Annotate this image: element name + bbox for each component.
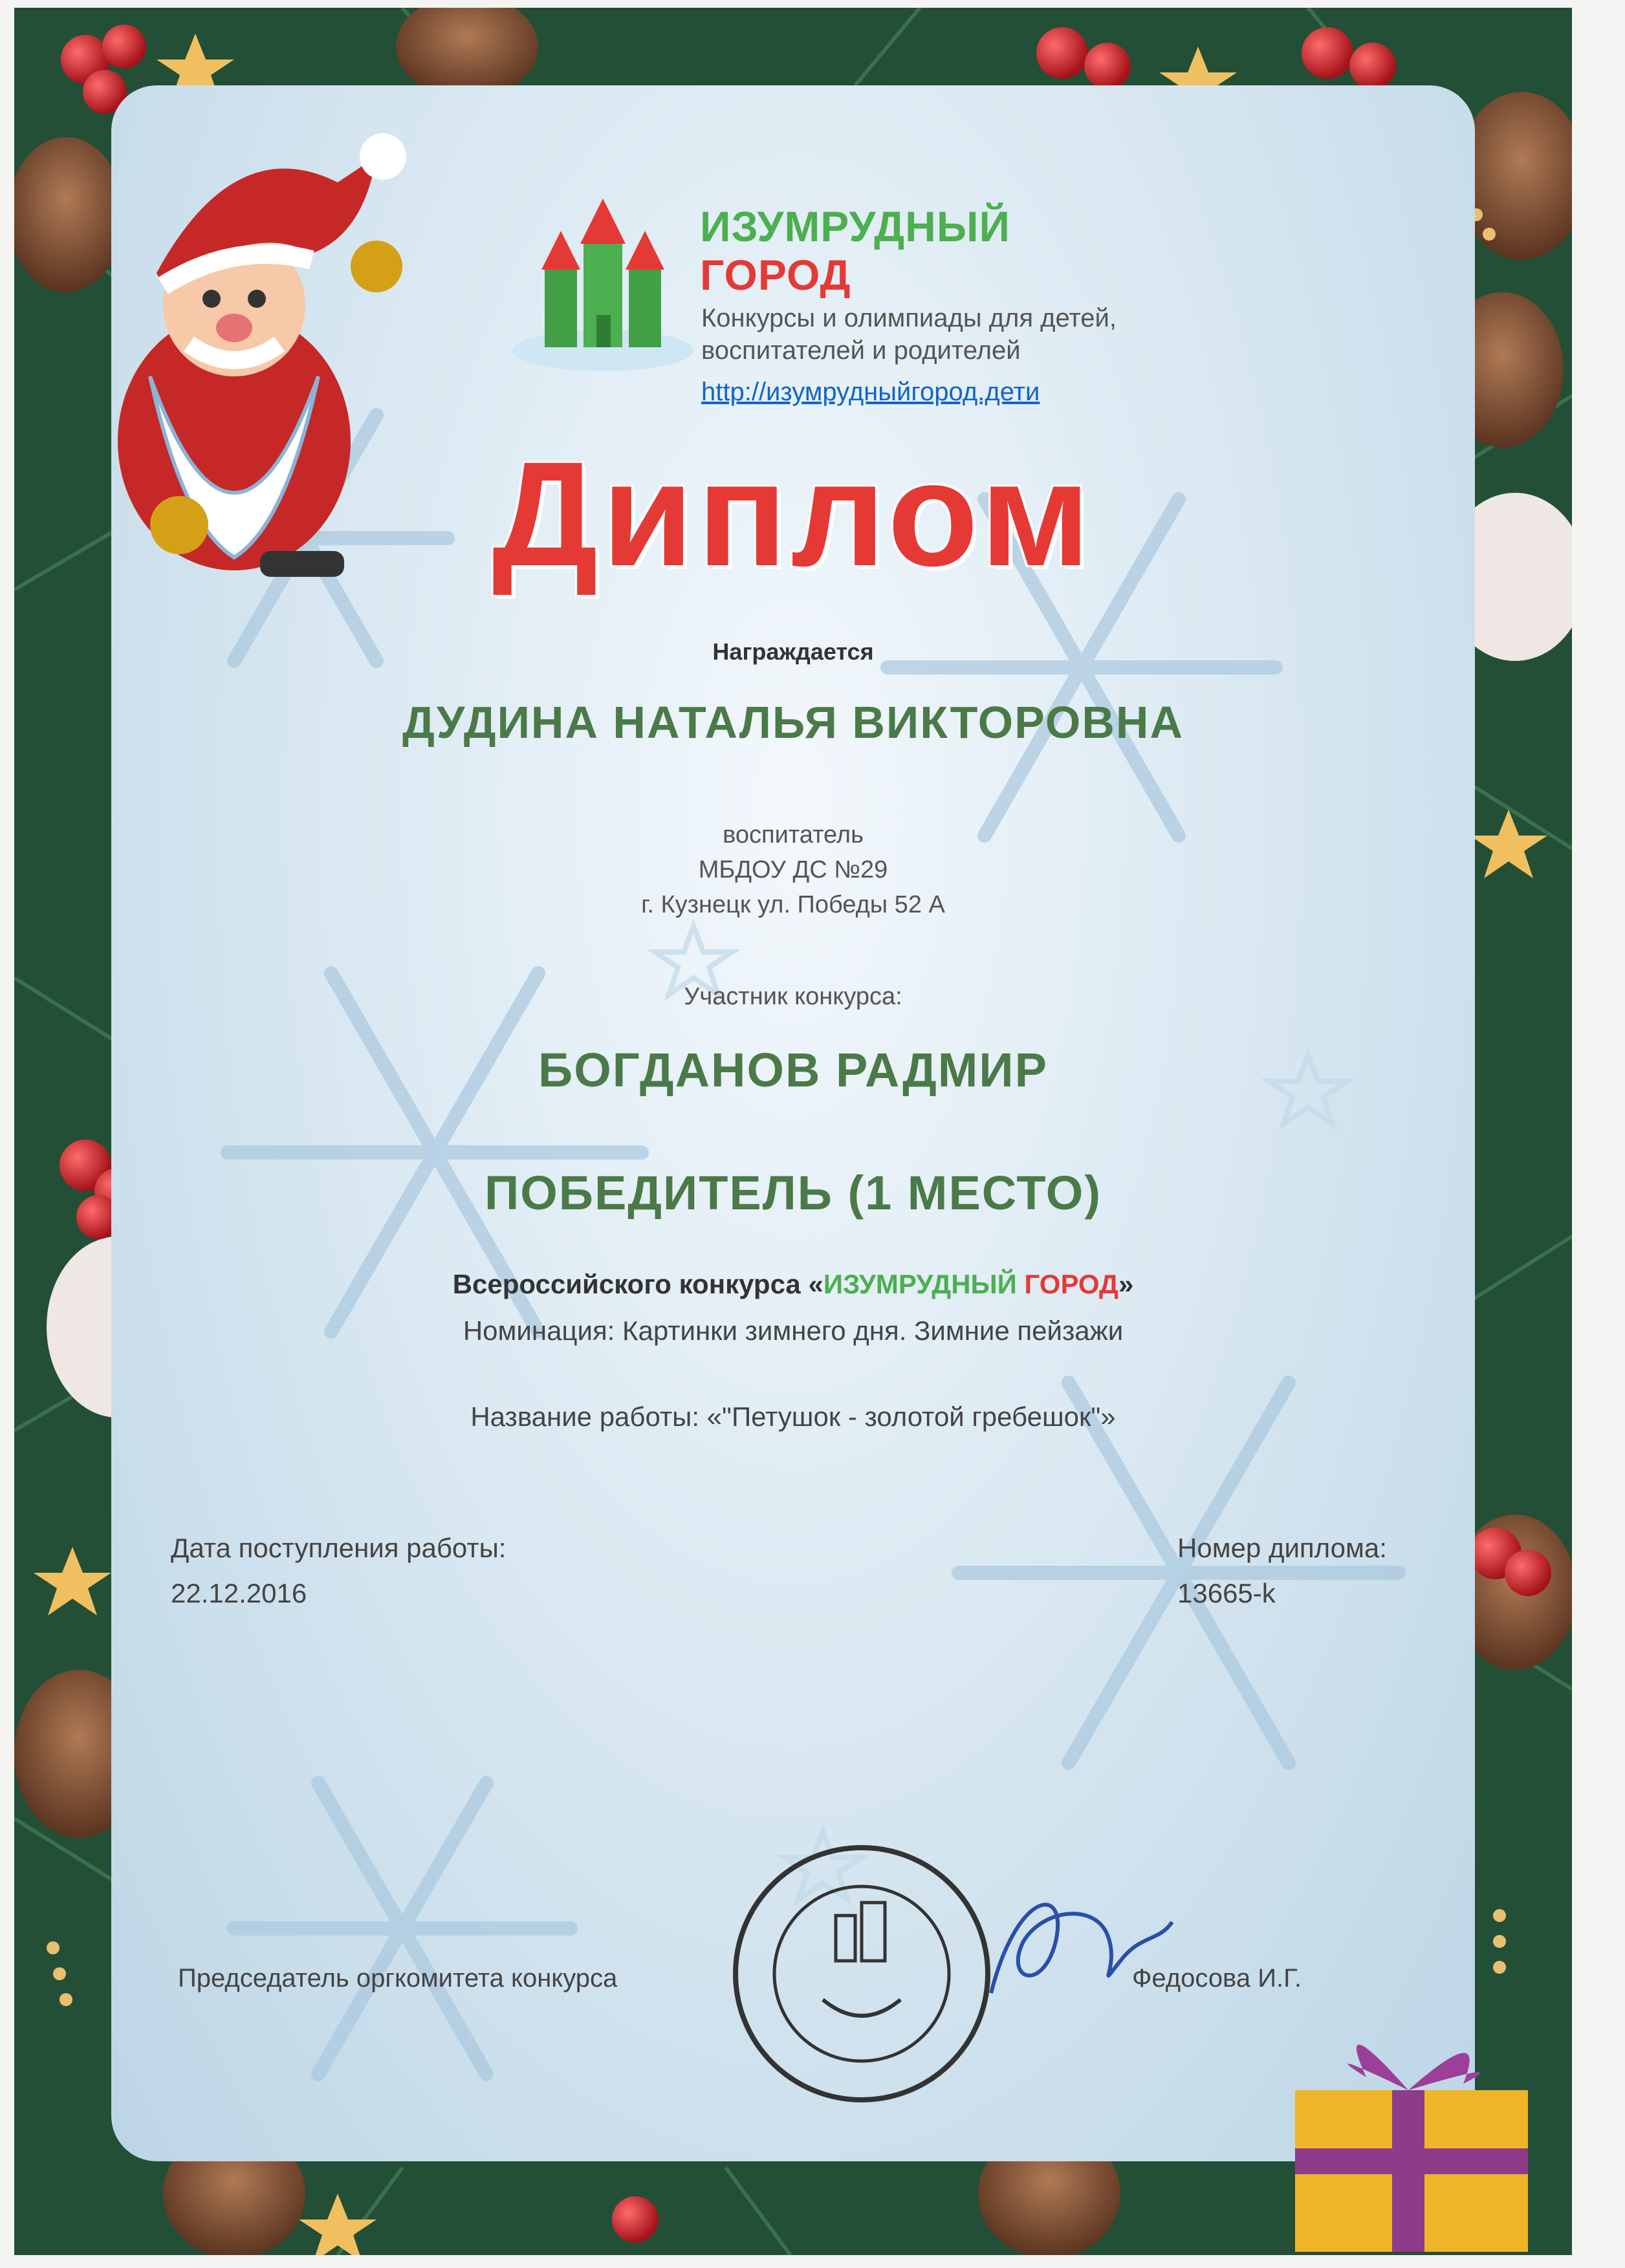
- handwritten-signature: [965, 1864, 1198, 2032]
- contest-name-green: ИЗУМРУДНЫЙ: [823, 1269, 1017, 1299]
- castle-logo: [506, 192, 700, 373]
- chairman-label: Председатель оргкомитета конкурса: [178, 1964, 618, 1993]
- contest-name-red: ГОРОД: [1024, 1269, 1118, 1299]
- result-place: ПОБЕДИТЕЛЬ (1 МЕСТО): [485, 1166, 1102, 1220]
- nomination: Номинация: Картинки зимнего дня. Зимние пейзажи: [463, 1315, 1124, 1346]
- diploma-number-value: 13665-k: [1177, 1578, 1276, 1608]
- work-title: Название работы: «"Петушок - золотой гребешок"»: [470, 1401, 1116, 1432]
- participant-name: БОГДАНОВ РАДМИР: [538, 1043, 1048, 1097]
- recipient-address: г. Кузнецк ул. Победы 52 А: [641, 891, 945, 918]
- brand-name-line1: ИЗУМРУДНЫЙ: [700, 202, 1010, 250]
- contest-suffix: »: [1118, 1269, 1134, 1299]
- diploma-title: Диплом: [492, 431, 1095, 597]
- brand-tagline-line2: воспитателей и родителей: [701, 336, 1021, 365]
- diploma-sheet: [14, 8, 1572, 2255]
- recipient-organization: МБДОУ ДС №29: [698, 856, 888, 883]
- chairman-name: Федосова И.Г.: [1132, 1964, 1302, 1993]
- contest-prefix: Всероссийского конкурса «: [452, 1269, 823, 1299]
- brand-name-line2: ГОРОД: [700, 251, 851, 299]
- recipient-position: воспитатель: [723, 821, 864, 848]
- award-label: Награждается: [712, 638, 874, 665]
- gift-box-illustration: [1217, 1980, 1554, 2252]
- participant-label: Участник конкурса:: [684, 983, 902, 1010]
- brand-tagline-line1: Конкурсы и олимпиады для детей,: [701, 304, 1117, 332]
- date-value: 22.12.2016: [171, 1578, 307, 1608]
- date-label: Дата поступления работы:: [171, 1533, 507, 1563]
- official-stamp: [726, 1838, 998, 2110]
- brand-website-link[interactable]: http://изумрудныйгород.дети: [701, 378, 1040, 406]
- contest-line: [14, 1269, 1572, 1300]
- diploma-number-label: Номер диплома:: [1177, 1533, 1387, 1563]
- recipient-name: ДУДИНА НАТАЛЬЯ ВИКТОРОВНА: [402, 697, 1184, 748]
